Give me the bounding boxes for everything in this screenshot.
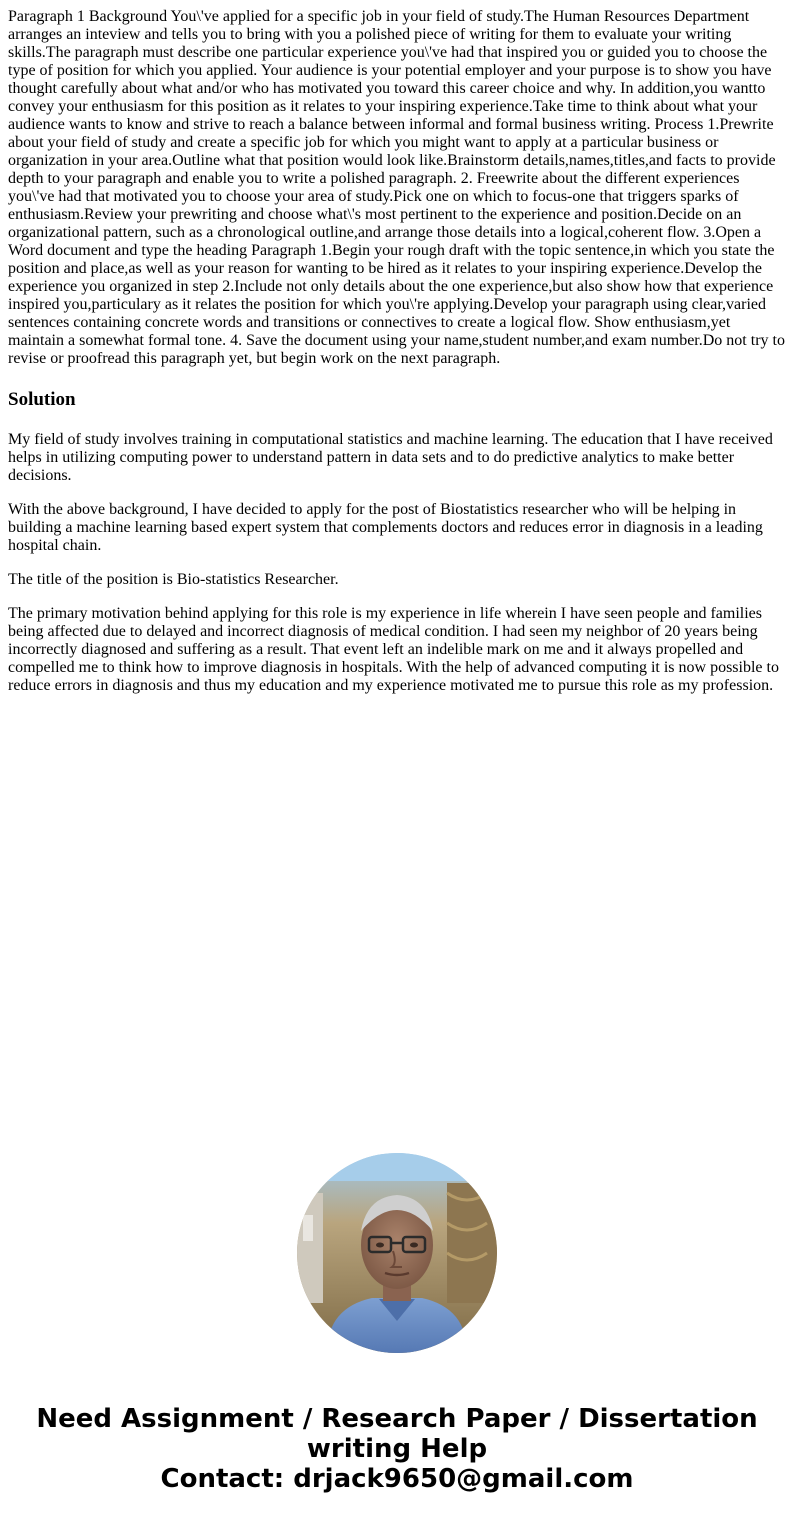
question-text: Paragraph 1 Background You\'ve applied for a specific job in your field of study.The Human Resources Department arranges an inteview and tells you to bring with you a polished piece of writing for them to evaluate your writing skills.The paragraph must describe one particular experience you\'ve had that inspired you or guided you to choose the type of position for which you applied. Your audience is your potential employer and your purpose is to show you have thought carefully about what and/or who has motivated you toward this career choice and why. In addition,you wantto convey your enthusiasm for this position as it relates to your inspiring experience.Take time to think about what your audience wants to know and strive to reach a balance between informal and formal business writing. Process 1.Prewrite about your field of study and create a specific job for which you might want to apply at a particular business or organization in your area.Outline what that position would look like.Brainstorm details,names,titles,and facts to provide depth to your paragraph and enable you to write a polished paragraph. 2. Freewrite about the different experiences you\'ve had that motivated you to choose your area of study.Pick one on which to focus-one that triggers sparks of enthusiasm.Review your prewriting and choose what\'s most pertinent to the experience and position.Decide on an organizational pattern, such as a chronological outline,and arrange those details into a logical,coherent flow. 3.Open a Word document and type the heading Paragraph 1.Begin your rough draft with the topic sentence,in which you state the position and place,as well as your reason for wanting to be hired as it relates to your inspiring experience.Develop the experience you organized in step 2.Include not only details about the one experience,but also show how that experience inspired you,particulary as it relates the position for which you\'re applying.Develop your paragraph using clear,varied sentences containing concrete words and transitions or connectives to create a logical flow. Show enthusiasm,yet maintain a somewhat formal tone. 4. Save the document using your name,student number,and exam number.Do not try to revise or proofread this paragraph yet, but begin work on the next paragraph.	[8, 8, 785, 367]
promo-line-1: Need Assignment / Research Paper / Dissertation	[36, 1404, 758, 1434]
author-avatar	[297, 1153, 497, 1353]
promo-contact: Contact: drjack9650@gmail.com	[160, 1464, 634, 1494]
promo-line-2: writing Help	[306, 1434, 488, 1464]
author-portrait-image	[297, 1153, 497, 1353]
document-content	[8, 8, 786, 695]
solution-paragraph-2: With the above background, I have decided to apply for the post of Biostatistics researcher who will be helping in building a machine learning based expert system that complements doctors and reduces error in diagnosis in a leading hospital chain.	[8, 501, 763, 554]
solution-heading: Solution	[8, 389, 76, 410]
solution-paragraph-3: The title of the position is Bio-statistics Researcher.	[8, 571, 339, 588]
solution-paragraph-1: My field of study involves training in computational statistics and machine learning. The education that I have received helps in utilizing computing power to understand pattern in data sets and to do predictive analytics to make better decisions.	[8, 431, 773, 484]
promo-banner	[0, 1404, 794, 1494]
solution-paragraph-4: The primary motivation behind applying for this role is my experience in life wherein I have seen people and families being affected due to delayed and incorrect diagnosis of medical condition. I had seen my neighbor of 20 years being incorrectly diagnosed and suffering as a result. That event left an indelible mark on me and it always propelled and compelled me to think how to improve diagnosis in hospitals. With the help of advanced computing it is now possible to reduce errors in diagnosis and thus my education and my experience motivated me to pursue this role as my profession.	[8, 605, 779, 694]
